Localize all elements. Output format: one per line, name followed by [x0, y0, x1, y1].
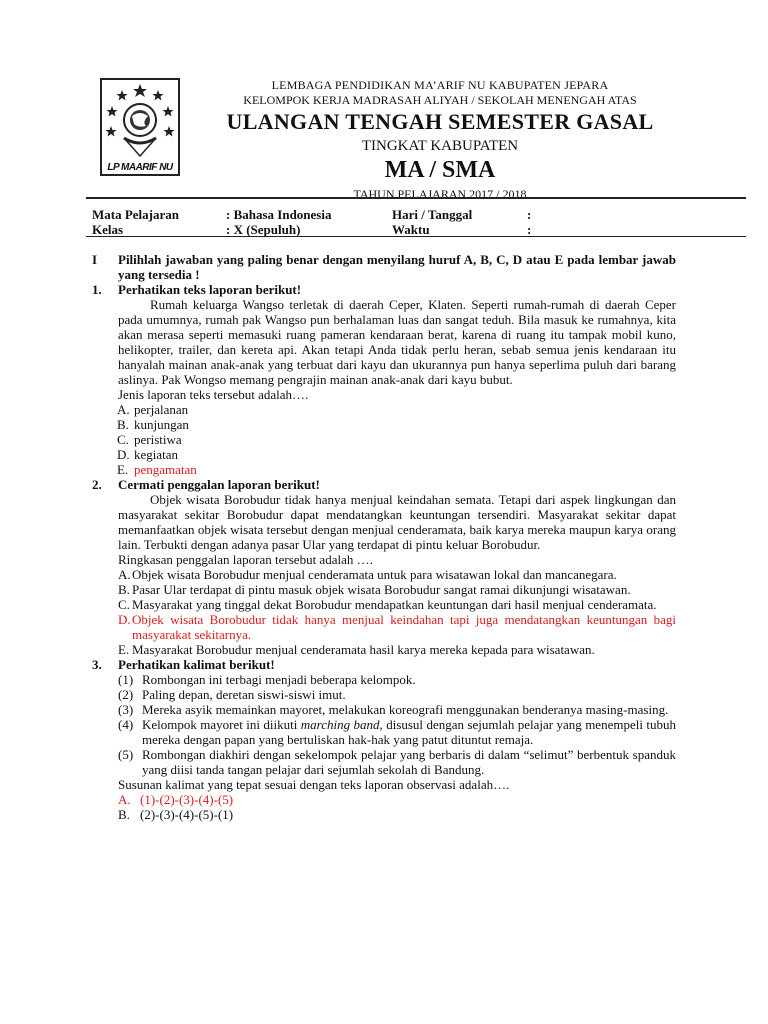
sentence-number: (3)	[118, 702, 134, 717]
option-a[interactable]	[118, 402, 676, 417]
option-b[interactable]	[118, 582, 676, 597]
question-heading: Perhatikan kalimat berikut!	[118, 657, 275, 672]
option-a[interactable]	[118, 567, 676, 582]
question-heading: Perhatikan teks laporan berikut!	[118, 282, 302, 297]
academic-year: TAHUN PELAJARAN 2017 / 2018	[353, 187, 527, 201]
option-b[interactable]	[118, 807, 676, 822]
option-c[interactable]	[118, 597, 676, 612]
info-divider	[86, 236, 746, 237]
exam-level: TINGKAT KABUPATEN	[361, 138, 519, 154]
exam-content	[92, 252, 676, 822]
day-label: Hari / Tanggal	[392, 207, 473, 222]
option-text-answer: Objek wisata Borobudur tidak hanya menjual keindahan tapi juga mendatangkan keuntungan bagi masyarakat sekitarnya.	[132, 612, 676, 642]
question-number: 2.	[92, 477, 102, 492]
sentence-3	[118, 702, 676, 717]
option-d[interactable]	[118, 447, 676, 462]
option-text: Objek wisata Borobudur menjual cenderamata untuk para wisatawan lokal dan mancanegara.	[132, 567, 617, 582]
time-value: :	[527, 222, 532, 237]
option-text: kegiatan	[134, 447, 179, 462]
question-1-prompt: Jenis laporan teks tersebut adalah….	[118, 387, 309, 402]
option-letter: D.	[118, 612, 131, 627]
sentence-4	[118, 717, 676, 747]
question-3-heading	[92, 657, 676, 672]
institution-name: LEMBAGA PENDIDIKAN MA’ARIF NU KABUPATEN JEPARA	[271, 78, 609, 92]
time-label: Waktu	[392, 222, 430, 237]
sentence-number: (4)	[118, 717, 134, 732]
option-c[interactable]	[118, 432, 676, 447]
sentence-number: (2)	[118, 687, 134, 702]
option-d[interactable]	[118, 612, 676, 642]
question-3-prompt: Susunan kalimat yang tepat sesuai dengan teks laporan observasi adalah….	[118, 777, 510, 792]
school-logo	[100, 78, 180, 176]
option-text: kunjungan	[134, 417, 189, 432]
option-letter: E.	[118, 642, 130, 657]
subject-label: Mata Pelajaran	[92, 207, 180, 222]
option-letter: E.	[117, 462, 129, 477]
logo-caption: LP MAARIF NU	[107, 162, 173, 173]
option-letter: A.	[117, 402, 130, 417]
sentence-text: , disusul dengan sejumlah pelajar yang menempeli tubuh mereka dengan papan yang bertuliskan hak-hak yang patut dituntut remaja.	[142, 717, 676, 747]
question-1-options	[118, 402, 676, 477]
sentence-5	[118, 747, 676, 777]
option-a[interactable]	[118, 792, 676, 807]
option-letter: C.	[117, 432, 129, 447]
subject-value: : Bahasa Indonesia	[226, 207, 332, 222]
sentence-italic-term: marching band	[300, 717, 380, 732]
option-letter: B.	[118, 807, 130, 822]
section-instruction	[92, 252, 676, 282]
question-2-heading	[92, 477, 676, 492]
question-heading: Cermati penggalan laporan berikut!	[118, 477, 320, 492]
option-letter: A.	[118, 792, 131, 807]
question-2-prompt: Ringkasan penggalan laporan tersebut adalah ….	[118, 552, 373, 567]
option-text: Masyarakat yang tinggal dekat Borobudur mendapatkan keuntungan dari hasil menjual cenderamata.	[132, 597, 657, 612]
question-number: 1.	[92, 282, 102, 297]
sentence-text: Paling depan, deretan siswi-siswi imut.	[142, 687, 346, 702]
sentence-text: Rombongan ini terbagi menjadi beberapa kelompok.	[142, 672, 416, 687]
sentence-number: (5)	[118, 747, 134, 762]
option-text: Pasar Ular terdapat di pintu masuk objek wisata Borobudur sangat ramai dikunjungi wisatawan.	[132, 582, 631, 597]
exam-title: ULANGAN TENGAH SEMESTER GASAL	[226, 109, 654, 134]
letterhead	[190, 78, 690, 202]
option-e[interactable]	[118, 462, 676, 477]
option-text-answer: (1)-(2)-(3)-(4)-(5)	[140, 792, 234, 807]
working-group-name: KELOMPOK KERJA MADRASAH ALIYAH / SEKOLAH MENENGAH ATAS	[243, 93, 637, 107]
question-1-passage: Rumah keluarga Wangso terletak di daerah Ceper, Klaten. Seperti rumah-rumah di daerah Ceper pada umumnya, rumah pak Wangso pun berhalaman luas dan sangat teduh. Bila masuk ke rumahnya, kita akan merasa seperti memasuki ruang pameran kendaraan berat, karena di ruang itu tampak mobil kuno, helikopter, trailer, dan kereta api. Akan tetapi Anda tidak perlu heran, sebab semua jenis kendaraan itu hanyalah mainan anak-anak yang terbuat dari kayu dan ukurannya pun hanya seperlima puluh dari barang aslinya. Pak Wongso memang pengrajin mainan anak-anak dari kayu bubut.	[118, 297, 676, 387]
class-label: Kelas	[92, 222, 124, 237]
question-2-passage: Objek wisata Borobudur tidak hanya menjual keindahan semata. Tetapi dari aspek lingkungan dan masyarakat sekitar Borobudur dapat mendatangkan keuntungan tersendiri. Masyarakat sekitar dapat memanfaatkan objek wisata tersebut dengan menjual cenderamata, baik karya mereka maupun karya orang lain. Terbukti dengan adanya pasar Ular yang terdapat di pintu keluar Borobudur.	[118, 492, 676, 552]
section-number: I	[92, 252, 98, 267]
instruction-text: Pilihlah jawaban yang paling benar dengan menyilang huruf A, B, C, D atau E pada lembar jawab yang tersedia !	[118, 252, 676, 282]
sentence-text: Rombongan diakhiri dengan sekelompok pelajar yang berbaris di dalam “selimut” berbentuk spanduk yang diisi tanda tangan pelajar dari sejumlah sekolah di Bandung.	[142, 747, 676, 777]
sentence-number: (1)	[118, 672, 134, 687]
day-value: :	[527, 207, 532, 222]
globe-star-emblem-icon	[102, 80, 178, 162]
option-text-answer: pengamatan	[134, 462, 197, 477]
option-letter: B.	[118, 582, 130, 597]
sentence-text: Mereka asyik memainkan mayoret, melakukan koreografi menggunakan benderanya masing-masing.	[142, 702, 669, 717]
school-type: MA / SMA	[384, 157, 496, 183]
option-e[interactable]	[118, 642, 676, 657]
sentence-2	[118, 687, 676, 702]
question-1-heading	[92, 282, 676, 297]
option-text: (2)-(3)-(4)-(5)-(1)	[140, 807, 234, 822]
question-number: 3.	[92, 657, 102, 672]
sentence-1	[118, 672, 676, 687]
option-letter: B.	[117, 417, 129, 432]
option-text: Masyarakat Borobudur menjual cenderamata hasil karya mereka kepada para wisatawan.	[132, 642, 595, 657]
option-letter: C.	[118, 597, 130, 612]
option-text: perjalanan	[134, 402, 189, 417]
option-text: peristiwa	[134, 432, 182, 447]
class-value: : X (Sepuluh)	[226, 222, 301, 237]
header-divider	[86, 197, 746, 199]
option-letter: A.	[118, 567, 131, 582]
option-b[interactable]	[118, 417, 676, 432]
option-letter: D.	[117, 447, 130, 462]
sentence-text: Kelompok mayoret ini diikuti	[142, 717, 301, 732]
